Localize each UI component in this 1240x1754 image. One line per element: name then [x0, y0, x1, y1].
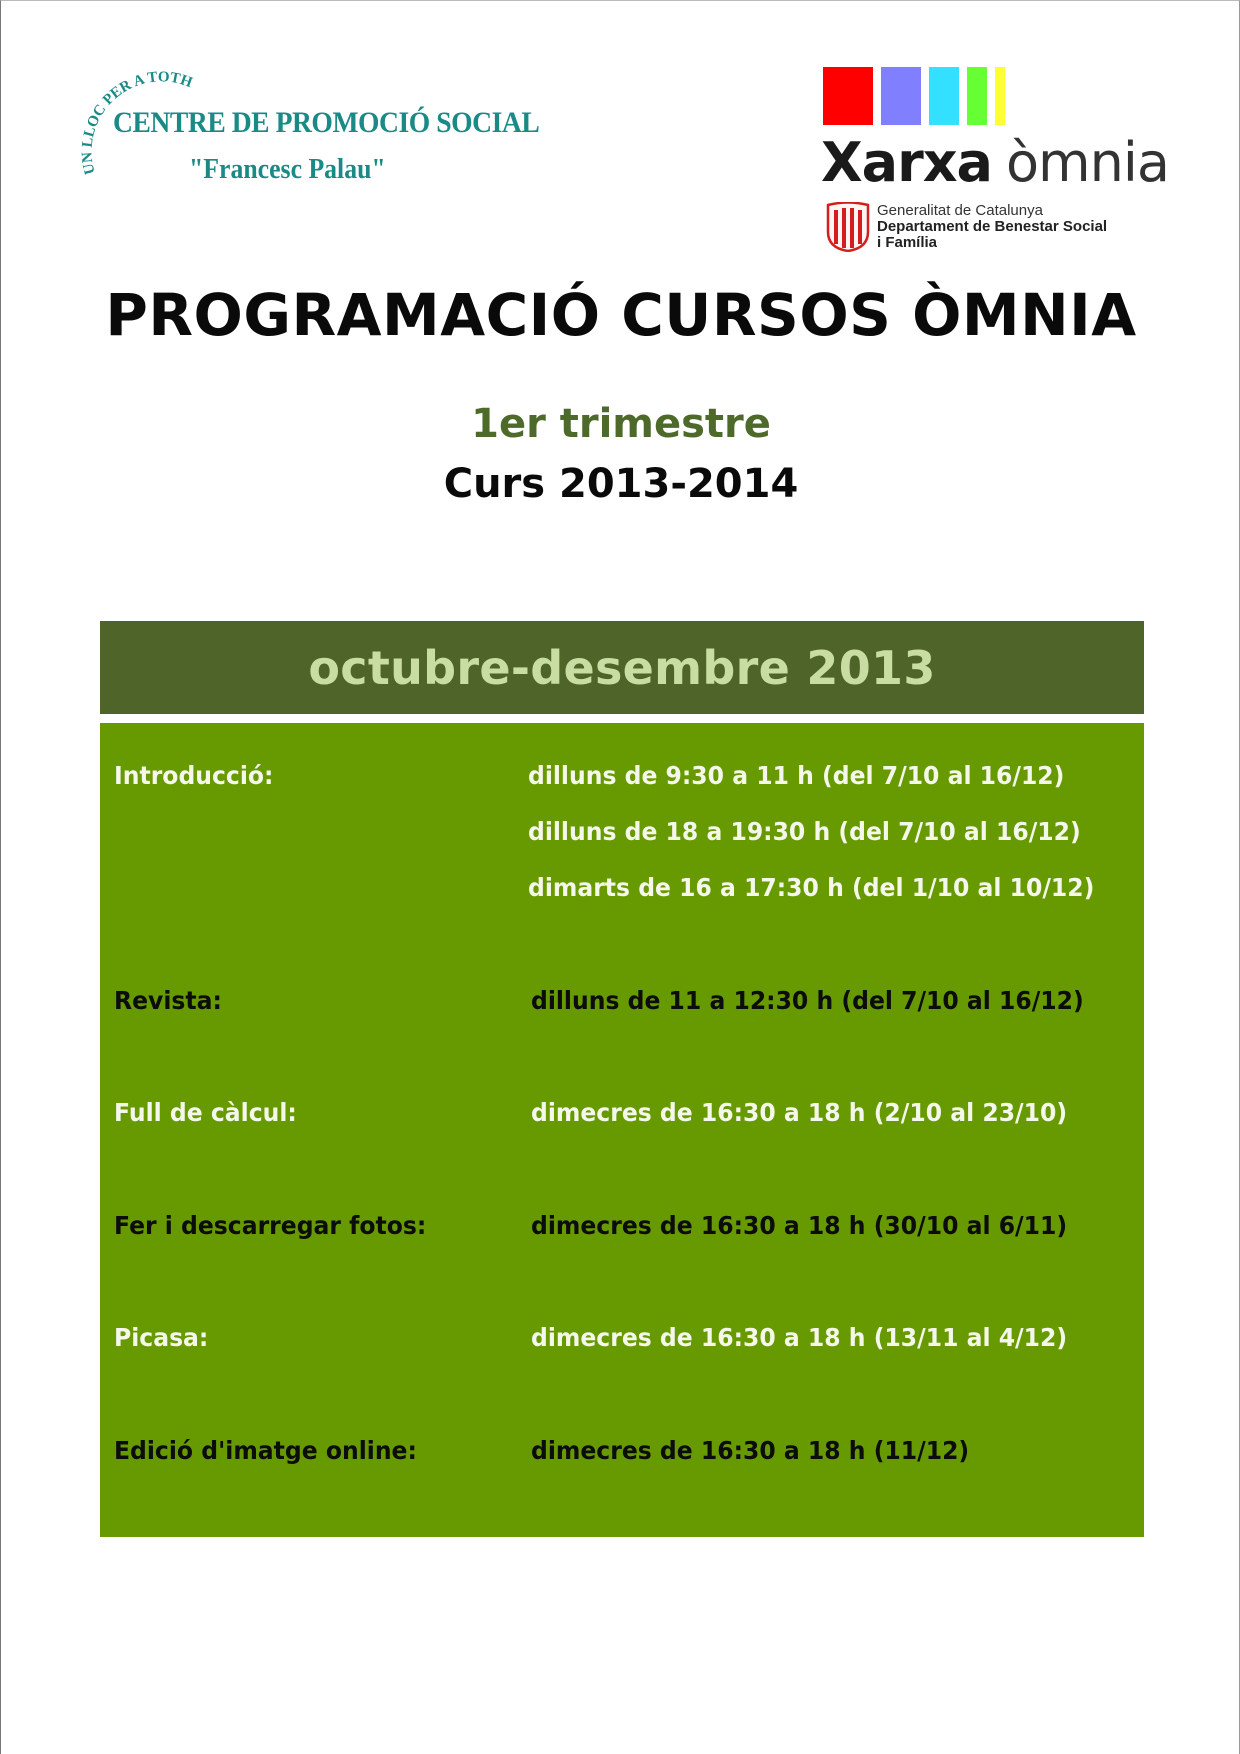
course-session: dilluns de 11 a 12:30 h (del 7/10 al 16/12) [531, 986, 1084, 1015]
centre-promocio-social-logo [65, 49, 540, 201]
course-session: dimecres de 16:30 a 18 h (13/11 al 4/12) [531, 1323, 1068, 1352]
color-bar [995, 67, 1005, 125]
course-label-revista: Revista: [114, 986, 222, 1015]
color-bar [823, 67, 873, 125]
course-label-full-de-calcul: Full de càlcul: [114, 1098, 297, 1127]
generalitat-emblem-icon [826, 202, 870, 252]
color-bar [881, 67, 921, 125]
course-label-fotos: Fer i descarregar fotos: [114, 1211, 427, 1240]
generalitat-line-2: Departament de Benestar Social [877, 218, 1108, 235]
brand-light: òmnia [1005, 131, 1169, 194]
curs-heading: Curs 2013-2014 [443, 461, 799, 507]
course-label-picasa: Picasa: [114, 1323, 209, 1352]
org-name: CENTRE DE PROMOCIÓ SOCIAL [113, 106, 540, 139]
period-band [100, 621, 1144, 714]
course-label-introduccio: Introducció: [114, 761, 274, 790]
generalitat-line-1: Generalitat de Catalunya [877, 202, 1043, 219]
xarxa-omnia-logo [821, 67, 1181, 257]
period-band-text: octubre-desembre 2013 [308, 640, 936, 695]
brand-wordmark [821, 131, 1169, 194]
color-bar [967, 67, 987, 125]
color-bars [823, 67, 1013, 125]
generalitat-line-3: i Família [877, 234, 938, 251]
course-label-edicio-imatge: Edició d'imatge online: [114, 1436, 417, 1465]
brand-bold: Xarxa [821, 131, 992, 194]
trimestre-heading: 1er trimestre [471, 401, 771, 447]
color-bar [929, 67, 959, 125]
course-session: dimecres de 16:30 a 18 h (11/12) [531, 1436, 970, 1465]
course-session: dimecres de 16:30 a 18 h (2/10 al 23/10) [531, 1098, 1068, 1127]
arc-slogan-text: UN LLOC PER A TOTHOM [65, 49, 195, 176]
course-session: dilluns de 18 a 19:30 h (del 7/10 al 16/12) [528, 817, 1081, 846]
schedule-panel [100, 723, 1144, 1537]
page-title: PROGRAMACIÓ CURSOS ÒMNIA [105, 281, 1137, 349]
course-session: dimarts de 16 a 17:30 h (del 1/10 al 10/12) [528, 873, 1095, 902]
generalitat-text [877, 203, 1107, 251]
course-session: dimecres de 16:30 a 18 h (30/10 al 6/11) [531, 1211, 1068, 1240]
course-session: dilluns de 9:30 a 11 h (del 7/10 al 16/12) [528, 761, 1065, 790]
org-subname: "Francesc Palau" [189, 154, 386, 185]
